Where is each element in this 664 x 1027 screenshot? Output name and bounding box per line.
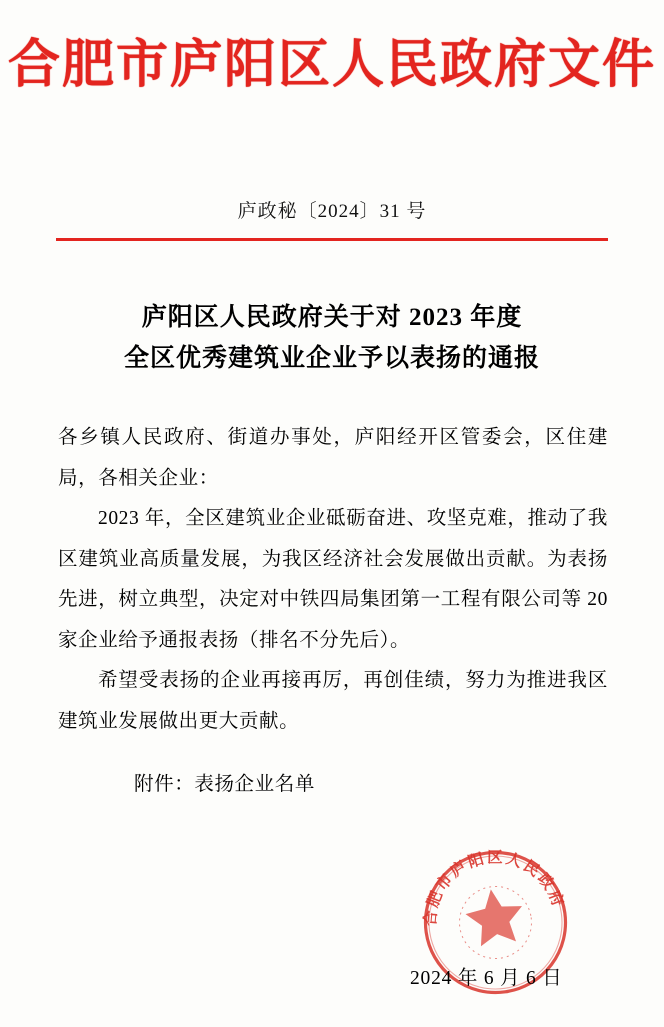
body-paragraph-3: 希望受表扬的企业再接再厉，再创佳绩，努力为推进我区建筑业发展做出更大贡献。 <box>58 670 608 732</box>
body-paragraph-2: 2023 年，全区建筑业企业砥砺奋进、攻坚克难，推动了我区建筑业高质量发展，为我区经济社会发展做出贡献。为表扬先进，树立典型，决定对中铁四局集团第一工程有限公司等 20 家企业给予通报表扬（排名不分先后）。 <box>58 508 608 651</box>
document-title-line-2: 全区优秀建筑业企业予以表扬的通报 <box>123 344 540 372</box>
svg-text:合肥市庐阳区人民政府: 合肥市庐阳区人民政府 <box>420 847 569 927</box>
document-number: 庐政秘〔2024〕31 号 <box>237 201 427 222</box>
document-body <box>58 418 608 742</box>
document-title-line-1: 庐阳区人民政府关于对 2023 年度 <box>141 304 523 331</box>
masthead-title: 合肥市庐阳区人民政府文件 <box>7 34 656 95</box>
red-separator-rule <box>56 238 608 241</box>
attachment-line: 附件：表扬企业名单 <box>134 774 315 795</box>
body-paragraph-1: 各乡镇人民政府、街道办事处，庐阳经开区管委会，区住建局，各相关企业： <box>58 427 608 489</box>
document-title <box>70 298 594 379</box>
document-date: 2024 年 6 月 6 日 <box>410 968 563 989</box>
masthead <box>0 34 664 95</box>
